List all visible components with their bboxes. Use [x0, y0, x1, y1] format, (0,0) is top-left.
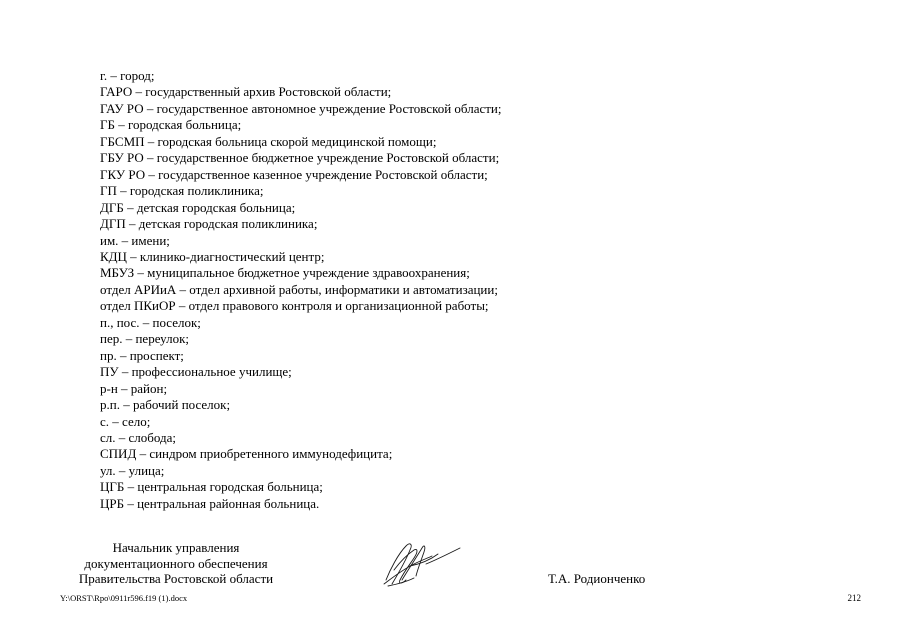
abbreviation-item: р-н – район;: [100, 380, 168, 396]
abbreviation-item: р.п. – рабочий поселок;: [100, 397, 231, 413]
abbreviation-item: КДЦ – клинико-диагностический центр;: [100, 248, 325, 264]
abbreviation-item: п., пос. – поселок;: [100, 314, 201, 330]
abbreviation-item: ГКУ РО – государственное казенное учреждение Ростовской области;: [100, 166, 488, 182]
abbreviation-item: ГАУ РО – государственное автономное учреждение Ростовской области;: [100, 100, 502, 116]
page-number: 212: [847, 593, 861, 603]
document-file-path: Y:\ORST\Rpo\0911r596.f19 (1).docx: [60, 593, 188, 603]
abbreviation-item: ПУ – профессиональное училище;: [100, 364, 292, 380]
abbreviation-item: г. – город;: [100, 68, 155, 83]
abbreviation-item: ГБ – городская больница;: [100, 117, 242, 133]
abbreviation-item: ЦРБ – центральная районная больница.: [100, 495, 320, 511]
handwritten-signature: [380, 540, 464, 588]
abbreviation-list: [100, 68, 502, 512]
signer-name: Т.А. Родионченко: [548, 571, 646, 586]
abbreviation-item: ГП – городская поликлиника;: [100, 183, 264, 199]
abbreviation-item: пр. – проспект;: [100, 347, 184, 363]
abbreviation-item: ЦГБ – центральная городская больница;: [100, 479, 323, 495]
abbreviation-item: ГАРО – государственный архив Ростовской области;: [100, 84, 392, 100]
abbreviation-item: МБУЗ – муниципальное бюджетное учреждение здравоохранения;: [100, 265, 470, 281]
signer-position-line: Начальник управления: [112, 540, 240, 555]
abbreviation-item: с. – село;: [100, 413, 151, 429]
abbreviation-item: сл. – слобода;: [100, 429, 177, 445]
abbreviation-item: пер. – переулок;: [100, 331, 189, 347]
abbreviation-item: СПИД – синдром приобретенного иммунодефицита;: [100, 446, 393, 462]
abbreviation-item: ГБУ РО – государственное бюджетное учреждение Ростовской области;: [100, 150, 500, 166]
abbreviation-item: ГБСМП – городская больница скорой медицинской помощи;: [100, 133, 437, 149]
abbreviation-item: ДГБ – детская городская больница;: [100, 199, 296, 215]
abbreviation-item: ул. – улица;: [100, 462, 165, 478]
signer-position-line: документационного обеспечения: [84, 555, 268, 571]
abbreviation-item: отдел ПКиОР – отдел правового контроля и организационной работы;: [100, 298, 489, 314]
abbreviation-item: отдел АРИиА – отдел архивной работы, информатики и автоматизации;: [100, 281, 498, 297]
abbreviation-item: ДГП – детская городская поликлиника;: [100, 216, 318, 232]
signer-position: [56, 540, 296, 587]
abbreviation-item: им. – имени;: [100, 232, 170, 248]
signer-position-line: Правительства Ростовской области: [78, 571, 274, 586]
